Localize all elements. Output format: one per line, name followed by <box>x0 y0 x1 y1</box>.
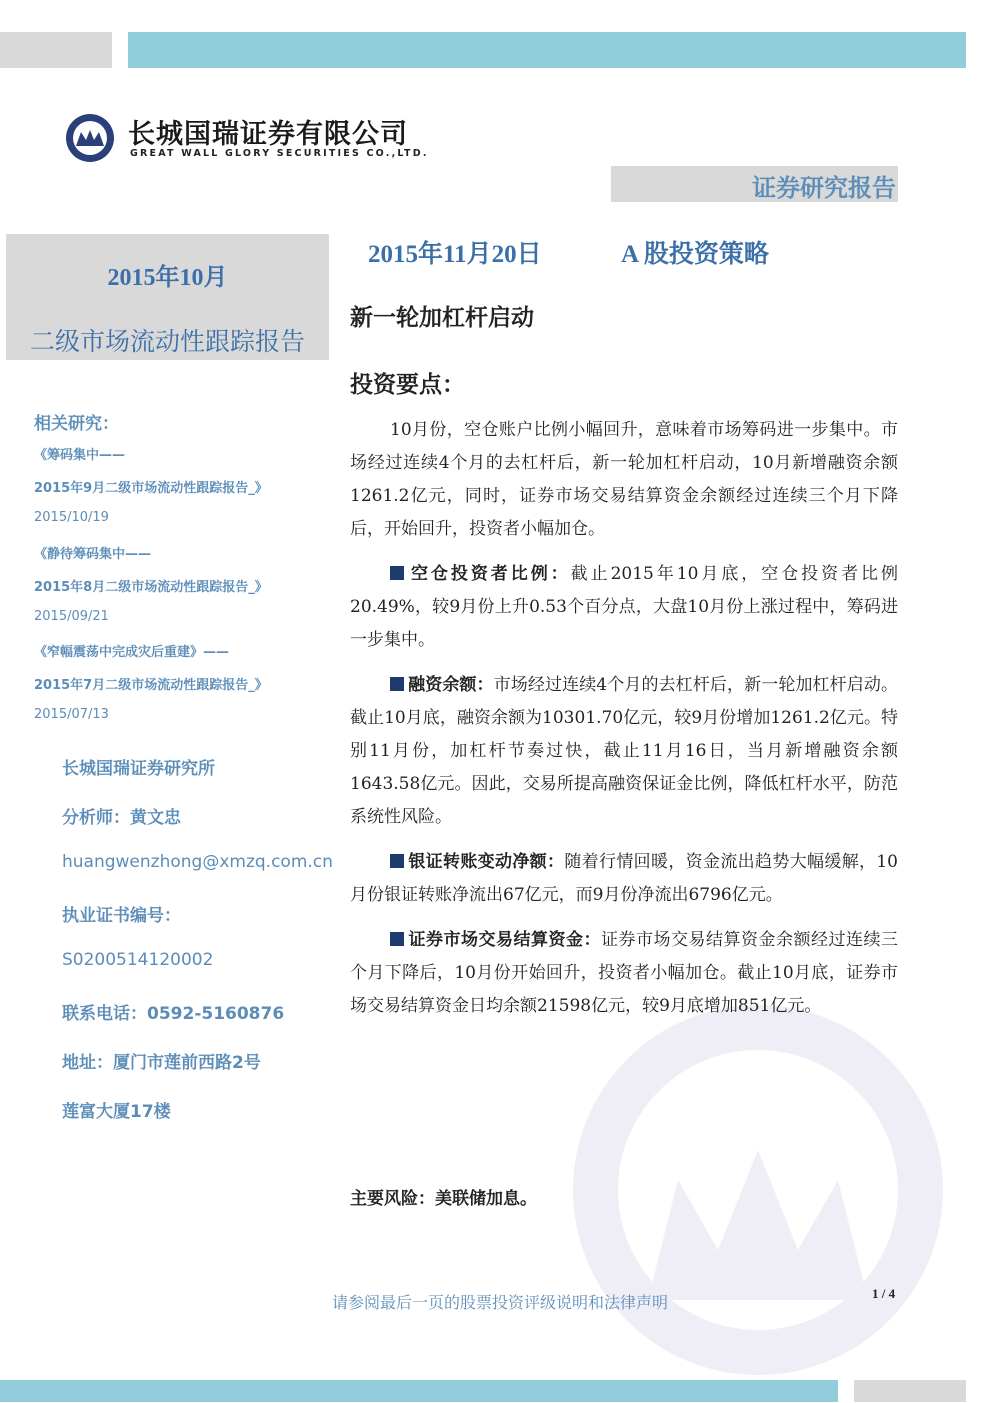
bullet-square-icon <box>390 932 404 946</box>
institute-name: 长城国瑞证券研究所 <box>62 759 215 779</box>
report-series-title: 二级市场流动性跟踪报告 <box>29 327 305 356</box>
related-link[interactable]: 《筹码集中—— <box>34 448 126 463</box>
key-points-body <box>350 414 898 1035</box>
company-name-en: GREAT WALL GLORY SECURITIES CO.,LTD. <box>130 148 429 159</box>
bottom-gray-bar <box>854 1380 966 1402</box>
bullet-square-icon <box>390 566 404 580</box>
analyst-address-line2: 莲富大厦17楼 <box>62 1102 171 1122</box>
bullet-square-icon <box>390 854 404 868</box>
related-link[interactable]: 2015年7月二级市场流动性跟踪报告_》 <box>34 678 268 693</box>
margin-balance-paragraph: 融资余额：市场经过连续4个月的去杠杆后，新一轮加杠杆启动。截止10月底，融资余额为10301.70亿元，较9月份增加1261.2亿元。特别11月份，加杠杆节奏过快，截止11月16日，当月新增融资余额1643.58亿元。因此，交易所提高融资保证金比例，降低杠杆水平，防范系统性风险。 <box>350 675 898 827</box>
analyst-address: 地址：厦门市莲前西路2号 <box>62 1053 261 1073</box>
summary-paragraph: 10月份，空仓账户比例小幅回升，意味着市场筹码进一步集中。市场经过连续4个月的去杠杆后，新一轮加杠杆启动，10月新增融资余额1261.2亿元，同时，证券市场交易结算资金余额经过连续三个月下降后，开始回升，投资者小幅加仓。 <box>350 420 898 539</box>
report-category: A 股投资策略 <box>621 241 769 268</box>
report-series-date: 2015年10月 <box>107 265 228 291</box>
related-research-heading: 相关研究： <box>34 414 119 434</box>
related-date: 2015/10/19 <box>34 510 109 525</box>
footer-disclaimer: 请参阅最后一页的股票投资评级说明和法律声明 <box>332 1293 669 1312</box>
related-link[interactable]: 《静待筹码集中—— <box>34 547 152 562</box>
page-number: 1 / 4 <box>872 1286 896 1301</box>
cert-number: S0200514120002 <box>62 950 214 970</box>
main-risk: 主要风险：美联储加息。 <box>350 1189 537 1209</box>
main-title: 新一轮加杠杆启动 <box>350 304 534 331</box>
bank-transfer-paragraph: 银证转账变动净额：随着行情回暖，资金流出趋势大幅缓解，10月份银证转账净流出67亿元，而9月份净流出6796亿元。 <box>350 852 898 905</box>
empty-position-paragraph: 空仓投资者比例：截止2015年10月底，空仓投资者比例20.49%，较9月份上升0.53个百分点，大盘10月份上涨过程中，筹码进一步集中。 <box>350 564 898 650</box>
bullet-square-icon <box>390 677 404 691</box>
related-date: 2015/07/13 <box>34 707 109 722</box>
report-type: 证券研究报告 <box>752 173 896 202</box>
report-date: 2015年11月20日 <box>368 241 542 268</box>
related-link[interactable]: 《窄幅震荡中完成灾后重建》—— <box>34 645 230 660</box>
watermark-logo-icon <box>568 1000 948 1380</box>
related-link[interactable]: 2015年9月二级市场流动性跟踪报告_》 <box>34 481 268 496</box>
analyst-email[interactable]: huangwenzhong@xmzq.com.cn <box>62 852 333 872</box>
cert-label: 执业证书编号： <box>62 906 181 926</box>
related-link[interactable]: 2015年8月二级市场流动性跟踪报告_》 <box>34 580 268 595</box>
top-blue-bar <box>128 32 966 68</box>
company-logo-icon <box>64 112 116 164</box>
company-name-cn: 长城国瑞证券有限公司 <box>128 119 408 150</box>
settlement-funds-paragraph: 证券市场交易结算资金：证券市场交易结算资金余额经过连续三个月下降后，10月份开始回升，投资者小幅加仓。截止10月底，证券市场交易结算资金日均余额21598亿元，较9月底增加851亿元。 <box>350 930 898 1016</box>
analyst-name: 分析师：黄文忠 <box>62 808 181 828</box>
analyst-phone: 联系电话：0592-5160876 <box>62 1004 285 1024</box>
bottom-blue-bar <box>0 1380 838 1402</box>
section-title: 投资要点： <box>350 371 465 398</box>
related-date: 2015/09/21 <box>34 609 109 624</box>
top-gray-bar <box>0 32 112 68</box>
